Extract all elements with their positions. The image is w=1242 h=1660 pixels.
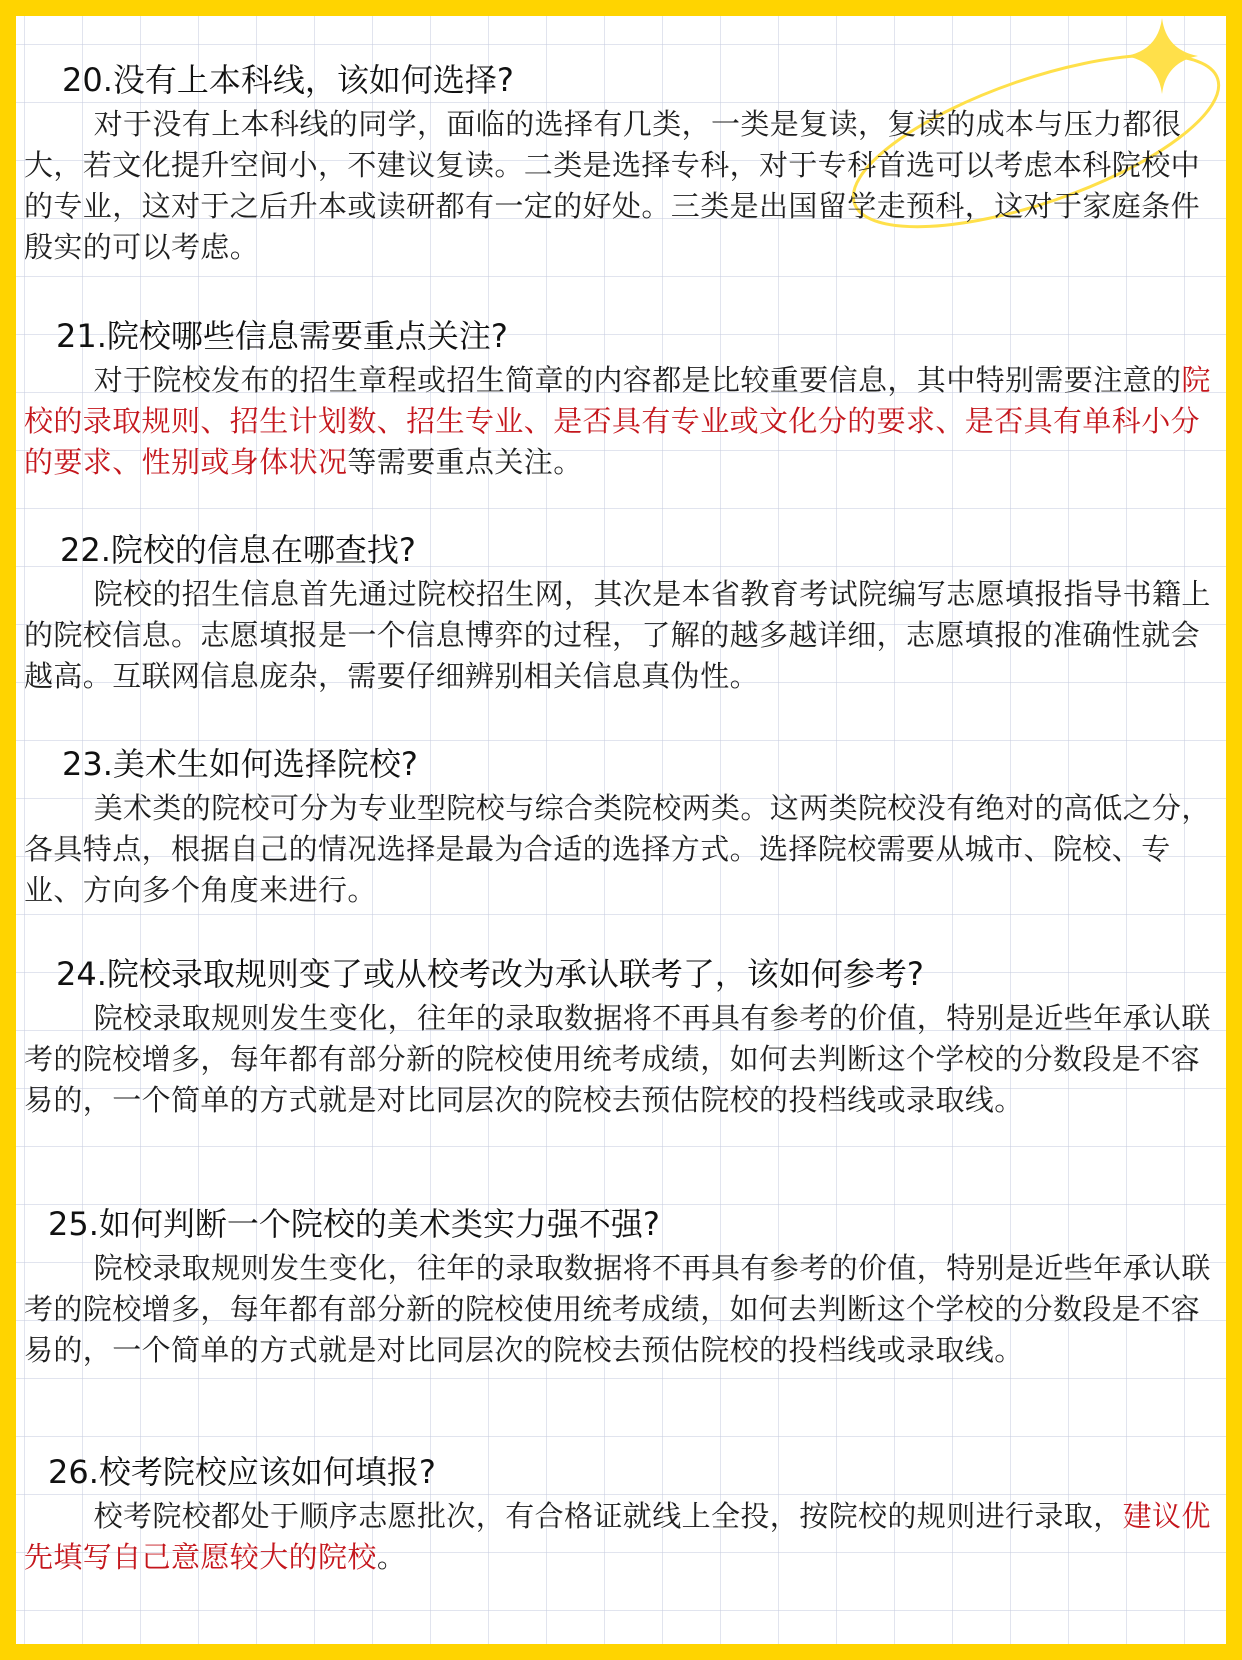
question-title: 21.院校哪些信息需要重点关注?	[56, 317, 508, 355]
faq-section-24	[24, 954, 1214, 1121]
answer-text-tail: 等需要重点关注。	[347, 445, 583, 479]
question-title: 26.校考院校应该如何填报?	[48, 1453, 436, 1491]
faq-section-20	[24, 60, 1214, 268]
question-title: 24.院校录取规则变了或从校考改为承认联考了，该如何参考?	[56, 955, 924, 993]
answer-text: 院校录取规则发生变化，往年的录取数据将不再具有参考的价值，特别是近些年承认联考的院校增多，每年都有部分新的院校使用统考成绩，如何去判断这个学校的分数段是不容易的，一个简单的方式就是对比同层次的院校去预估院校的投档线或录取线。	[24, 1251, 1211, 1367]
answer-text	[24, 360, 1214, 483]
answer-text-lead: 对于院校发布的招生章程或招生简章的内容都是比较重要信息，其中特别需要注意的	[93, 363, 1182, 397]
highlighted-text: 院校的录取规则、招生计划数、招生专业、是否具有专业或文化分的要求、是否具有单科小分的要求、性别或身体状况	[24, 363, 1211, 479]
answer-text	[24, 1496, 1214, 1578]
question-title: 25.如何判断一个院校的美术类实力强不强?	[48, 1205, 660, 1243]
answer-text-tail: 。	[376, 1540, 407, 1574]
question-title: 22.院校的信息在哪查找?	[60, 531, 416, 569]
faq-section-26	[24, 1452, 1214, 1578]
answer-text: 院校的招生信息首先通过院校招生网，其次是本省教育考试院编写志愿填报指导书籍上的院校信息。志愿填报是一个信息博弈的过程，了解的越多越详细，志愿填报的准确性就会越高。互联网信息庞杂，需要仔细辨别相关信息真伪性。	[24, 577, 1211, 693]
question-title: 23.美术生如何选择院校?	[62, 745, 418, 783]
highlighted-text: 建议优先填写自己意愿较大的院校	[24, 1499, 1211, 1574]
faq-section-23	[24, 744, 1214, 911]
faq-section-25	[24, 1204, 1214, 1371]
answer-text: 对于没有上本科线的同学，面临的选择有几类，一类是复读，复读的成本与压力都很大，若文化提升空间小，不建议复读。二类是选择专科，对于专科首选可以考虑本科院校中的专业，这对于之后升本或读研都有一定的好处。三类是出国留学走预科，这对于家庭条件殷实的可以考虑。	[24, 107, 1201, 264]
faq-section-22	[24, 530, 1214, 697]
faq-section-21	[24, 316, 1214, 483]
answer-text: 美术类的院校可分为专业型院校与综合类院校两类。这两类院校没有绝对的高低之分，各具特点，根据自己的情况选择是最为合适的选择方式。选择院校需要从城市、院校、专业、方向多个角度来进行。	[24, 791, 1211, 907]
question-title: 20.没有上本科线，该如何选择?	[62, 61, 514, 99]
answer-text-lead: 校考院校都处于顺序志愿批次，有合格证就线上全投，按院校的规则进行录取，	[93, 1499, 1123, 1533]
content-card	[16, 16, 1226, 1644]
answer-text: 院校录取规则发生变化，往年的录取数据将不再具有参考的价值，特别是近些年承认联考的院校增多，每年都有部分新的院校使用统考成绩，如何去判断这个学校的分数段是不容易的，一个简单的方式就是对比同层次的院校去预估院校的投档线或录取线。	[24, 1001, 1211, 1117]
